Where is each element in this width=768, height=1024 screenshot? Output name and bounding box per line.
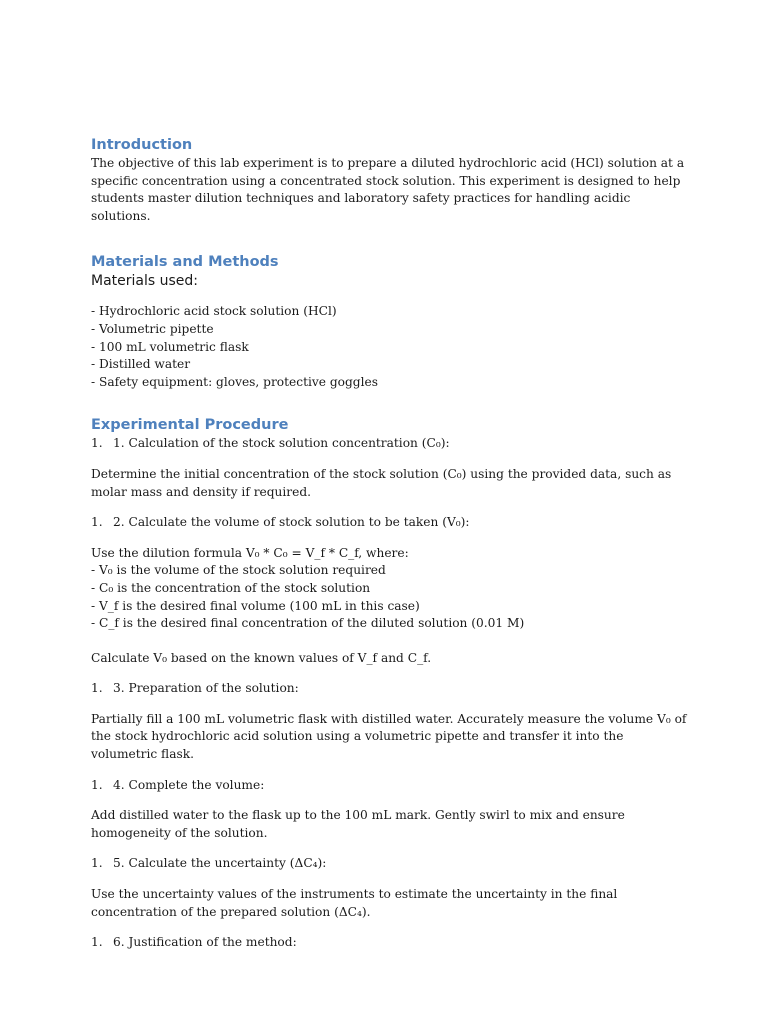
list-number: 1. xyxy=(91,436,103,451)
step-title-text: 4. Complete the volume: xyxy=(113,777,265,792)
step-title-text: 3. Preparation of the solution: xyxy=(113,681,299,696)
procedure-step-body: Determine the initial concentration of the stock solution (C₀) using the provided data, such as molar mass and density if required. xyxy=(91,466,672,499)
formula-line: - C₀ is the concentration of the stock solution xyxy=(91,580,371,595)
material-item: - 100 mL volumetric flask xyxy=(91,339,249,354)
document-content xyxy=(91,135,691,952)
list-number: 1. xyxy=(91,777,103,792)
procedure-step-title xyxy=(91,435,691,453)
material-item: - Distilled water xyxy=(91,357,191,372)
procedure-step-title xyxy=(91,855,691,873)
formula-line: Use the dilution formula V₀ * C₀ = V_f * C_f, where: xyxy=(91,545,409,560)
list-number: 1. xyxy=(91,856,103,871)
procedure-heading: Experimental Procedure xyxy=(91,417,289,434)
formula-line: - V₀ is the volume of the stock solution required xyxy=(91,563,386,578)
list-number: 1. xyxy=(91,515,103,530)
introduction-heading: Introduction xyxy=(91,137,193,153)
procedure-step-body: Partially fill a 100 mL volumetric flask with distilled water. Accurately measure the volume V₀ of the stock hydrochloric acid solution using a volumetric pipette and transfer it into the volumetric flask. xyxy=(91,711,687,762)
materials-subheading: Materials used: xyxy=(91,273,199,290)
step-title-text: 2. Calculate the volume of stock solution to be taken (V₀): xyxy=(113,515,470,530)
step-title-text: 1. Calculation of the stock solution concentration (C₀): xyxy=(113,436,450,451)
material-item: - Hydrochloric acid stock solution (HCl) xyxy=(91,304,337,319)
procedure-step-title xyxy=(91,934,691,952)
procedure-step-title xyxy=(91,777,691,795)
list-number: 1. xyxy=(91,935,103,950)
materials-list xyxy=(91,303,691,391)
formula-line: - C_f is the desired final concentration of the diluted solution (0.01 M) xyxy=(91,616,525,631)
introduction-paragraph: The objective of this lab experiment is to prepare a diluted hydrochloric acid (HCl) solution at a specific concentration using a concentrated stock solution. This experiment is designed to help students master dilution techniques and laboratory safety practices for handling acidic solutions. xyxy=(91,156,685,223)
step-title-text: 5. Calculate the uncertainty (ΔC₄): xyxy=(113,856,327,871)
formula-line: - V_f is the desired final volume (100 mL in this case) xyxy=(91,598,420,613)
material-item: - Safety equipment: gloves, protective goggles xyxy=(91,374,378,389)
procedure-step-body: Add distilled water to the flask up to the 100 mL mark. Gently swirl to mix and ensure homogeneity of the solution. xyxy=(91,808,625,840)
list-number: 1. xyxy=(91,681,103,696)
procedure-step-body: Calculate V₀ based on the known values of V_f and C_f. xyxy=(91,650,432,665)
procedure-step-body: Use the uncertainty values of the instruments to estimate the uncertainty in the final concentration of the prepared solution (ΔC₄). xyxy=(91,887,618,919)
procedure-step-title xyxy=(91,514,691,532)
materials-heading: Materials and Methods xyxy=(91,254,279,271)
procedure-step-title xyxy=(91,680,691,698)
step-title-text: 6. Justification of the method: xyxy=(113,935,297,950)
material-item: - Volumetric pipette xyxy=(91,321,214,336)
dilution-formula-block xyxy=(91,545,691,633)
